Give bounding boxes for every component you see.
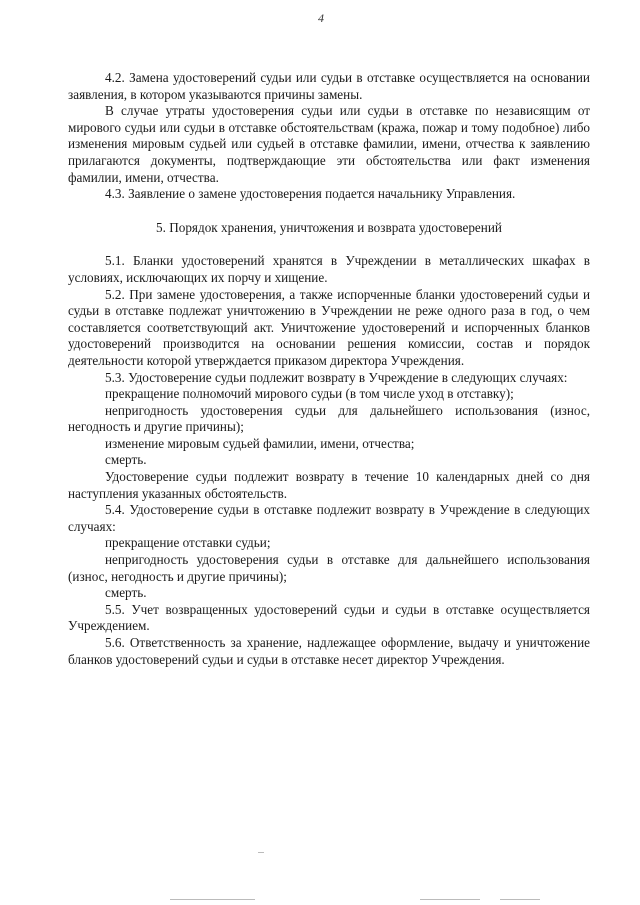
scan-mark xyxy=(500,899,540,900)
list-item: прекращение отставки судьи; xyxy=(105,535,271,551)
document-body xyxy=(68,70,590,668)
paragraph-5-4: 5.4. Удостоверение судьи в отставке подлежит возврату в Учреждение в следующих случаях: xyxy=(68,502,590,534)
page-number: 4 xyxy=(318,11,324,25)
list-item: смерть. xyxy=(105,452,147,468)
paragraph-5-5: 5.5. Учет возвращенных удостоверений судьи и судьи в отставке осуществляется Учреждением. xyxy=(68,601,590,634)
paragraph-4-2: 4.2. Замена удостоверений судьи или судьи в отставке осуществляется на основании заявления, в котором указываются причины замены. xyxy=(68,70,590,102)
paragraph-5-3: 5.3. Удостоверение судьи подлежит возврату в Учреждение в следующих случаях: xyxy=(105,369,568,385)
scan-mark xyxy=(420,899,480,900)
list-item: непригодность удостоверения судьи для дальнейшего использования (износ, негодность и другие причины); xyxy=(68,402,590,435)
paragraph-5-1: 5.1. Бланки удостоверений хранятся в Учреждении в металлических шкафах в условиях, исключающих их порчу и хищение. xyxy=(68,253,590,285)
list-item: изменение мировым судьей фамилии, имени, отчества; xyxy=(105,435,415,451)
paragraph-5-6: 5.6. Ответственность за хранение, надлежащее оформление, выдачу и уничтожение бланков удостоверений судьи и судьи в отставке несет директор Учреждения. xyxy=(68,635,590,667)
list-item: прекращение полномочий мирового судьи (в том числе уход в отставку); xyxy=(105,386,514,402)
paragraph-return-term: Удостоверение судьи подлежит возврату в течение 10 календарных дней со дня наступления указанных обстоятельств. xyxy=(68,469,590,501)
paragraph-4-2-loss: В случае утраты удостоверения судьи или судьи в отставке по независящим от мирового судьи или судьи в отставке обстоятельствам (кража, пожар и тому подобное) либо изменения мировым судьей или судьей в отставке фамилии, имени, отчества к заявлению прилагаются документы, подтверждающие эти обстоятельства или факт изменения фамилии, имени, отчества. xyxy=(68,103,590,185)
paragraph-5-2: 5.2. При замене удостоверения, а также испорченные бланки удостоверений судьи и судьи в отставке подлежат уничтожению в Учреждении не реже одного раза в год, о чем составляется соответствующий акт. Уничтожение удостоверений и испорченных бланков удостоверений производится на основании решения комиссии, состав и порядок деятельности которой утверждается приказом директора Учреждения. xyxy=(68,286,590,368)
list-item: непригодность удостоверения судьи в отставке для дальнейшего использования (износ, негодность и другие причины); xyxy=(68,552,590,584)
scan-mark xyxy=(170,899,255,900)
paragraph-4-3: 4.3. Заявление о замене удостоверения подается начальнику Управления. xyxy=(105,186,516,202)
list-item: смерть. xyxy=(105,585,147,601)
section-heading: 5. Порядок хранения, уничтожения и возврата удостоверений xyxy=(156,219,502,235)
scan-mark xyxy=(258,852,264,853)
